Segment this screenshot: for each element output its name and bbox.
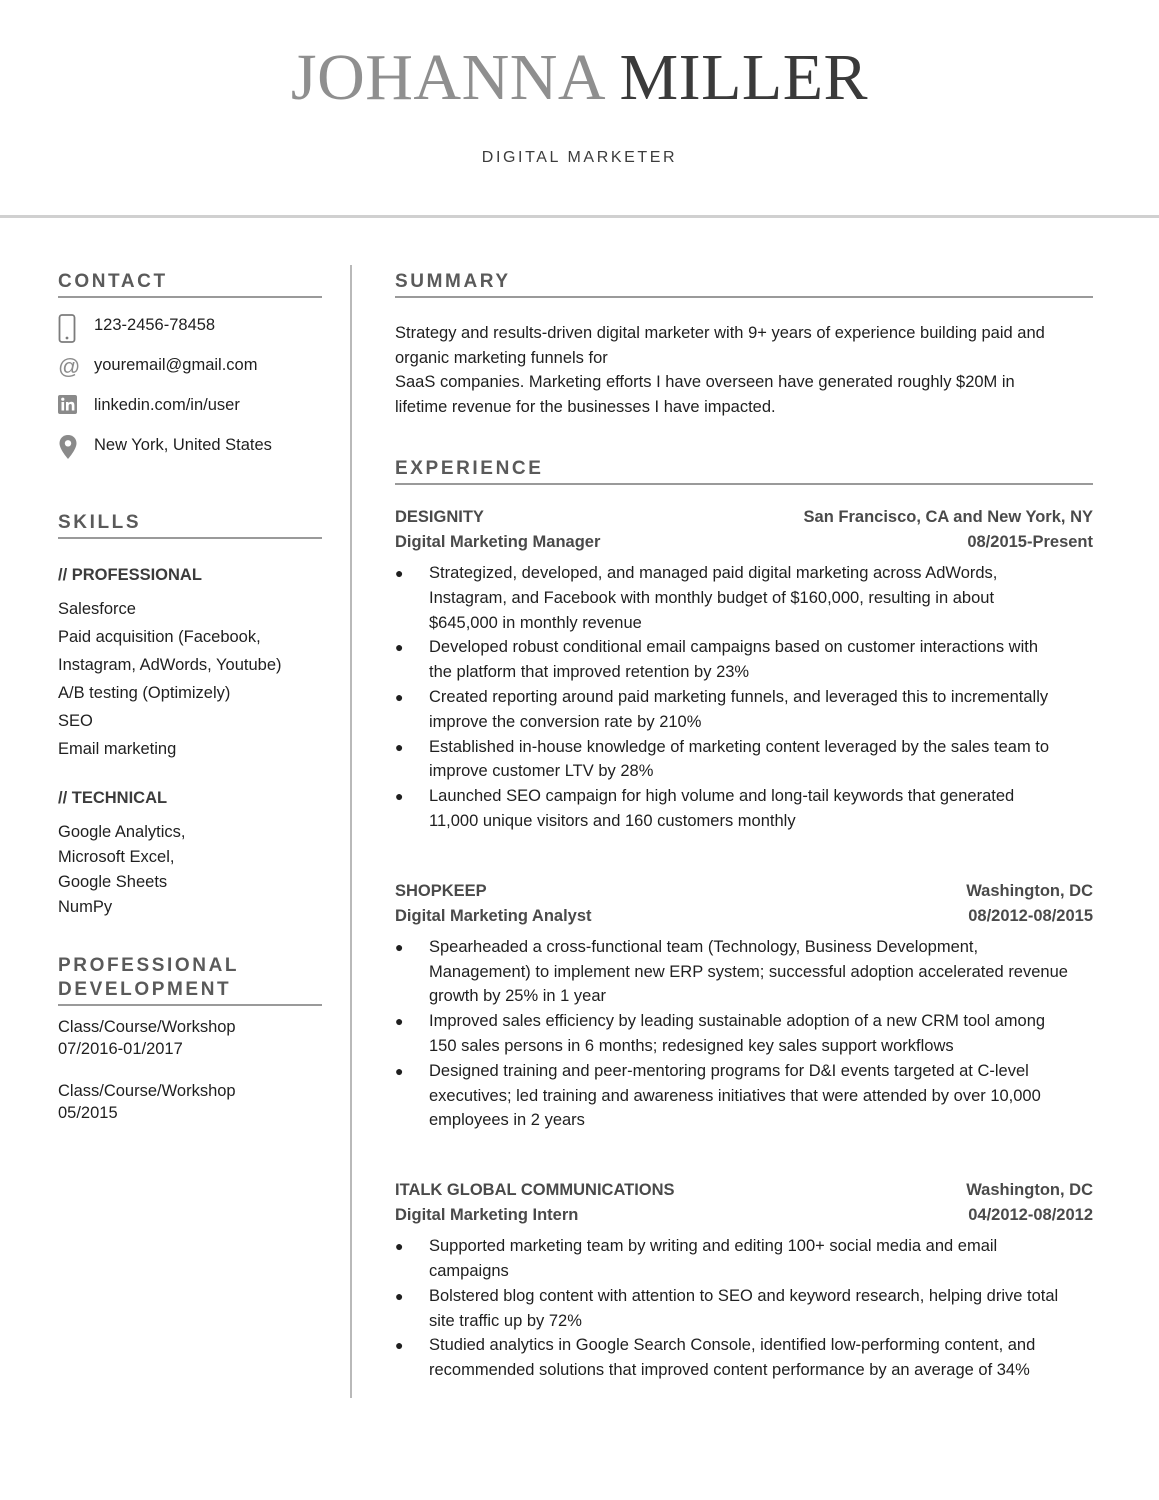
professional-development-section [58, 954, 322, 1124]
professional-skills-heading: // PROFESSIONAL [58, 566, 202, 584]
bullet-item: ● Developed robust conditional email campaigns based on customer interactions with the platform that improved retention by 23% [395, 638, 1039, 682]
skill-item: Google Analytics, [58, 823, 186, 841]
experience-section [395, 457, 1093, 1383]
contact-location [58, 434, 322, 474]
skill-item: Email marketing [58, 740, 177, 758]
job-entry [395, 1178, 1093, 1383]
job-location: Washington, DC [966, 1181, 1093, 1200]
phone-icon [58, 314, 94, 349]
contact-heading: CONTACT [58, 270, 322, 298]
bullet-item: ● Spearheaded a cross-functional team (Technology, Business Development, Management) to implement new ERP system; successful adoption accelerated revenue growth by 25% in 1 year [395, 937, 1068, 1006]
skill-item: Google Sheets [58, 873, 168, 891]
skills-heading: SKILLS [58, 511, 322, 539]
phone-number: 123-2456-78458 [94, 316, 216, 334]
bullet-item: ● Strategized, developed, and managed paid digital marketing across AdWords, Instagram, and Facebook with monthly budget of $160,000, resulting in about $645,000 in monthly revenue [395, 564, 998, 632]
candidate-name [0, 38, 1159, 118]
last-name: MILLER [619, 41, 869, 114]
location-text: New York, United States [94, 436, 272, 454]
first-name: JOHANNA [290, 41, 603, 114]
email-address[interactable]: youremail@gmail.com [94, 356, 258, 374]
experience-heading: EXPERIENCE [395, 457, 1093, 485]
technical-skills-list [58, 820, 322, 920]
company-name: DESIGNITY [395, 508, 484, 526]
pd-course-date: 05/2015 [58, 1104, 118, 1122]
skill-item: Paid acquisition (Facebook, [58, 628, 261, 646]
job-dates: 04/2012-08/2012 [968, 1206, 1093, 1225]
location-pin-icon [58, 434, 94, 465]
bullet-item: ● Bolstered blog content with attention to SEO and keyword research, helping drive total site traffic up by 72% [395, 1286, 1059, 1330]
skill-item: NumPy [58, 898, 113, 916]
contact-email [58, 354, 322, 394]
bullet-item: ● Created reporting around paid marketing funnels, and leveraged this to incrementally improve the conversion rate by 210% [395, 687, 1049, 731]
company-name: ITALK GLOBAL COMMUNICATIONS [395, 1181, 675, 1200]
linkedin-url[interactable]: linkedin.com/in/user [94, 396, 240, 414]
job-entry [395, 505, 1093, 834]
contact-linkedin [58, 394, 322, 434]
pd-item [58, 1016, 322, 1060]
skill-item: Instagram, AdWords, Youtube) [58, 656, 282, 674]
header-divider [0, 215, 1159, 218]
bullet-item: ● Improved sales efficiency by leading sustainable adoption of a new CRM tool among 150 sales persons in 6 months; redesigned key sales support workflows [395, 1012, 1046, 1055]
pd-item [58, 1080, 322, 1124]
bullet-item: ● Supported marketing team by writing and editing 100+ social media and email campaigns [395, 1237, 998, 1280]
linkedin-icon [58, 394, 94, 419]
pd-course-name: Class/Course/Workshop [58, 1082, 236, 1100]
skill-item: Salesforce [58, 600, 136, 618]
resume-header [0, 0, 1159, 216]
job-dates: 08/2012-08/2015 [968, 906, 1093, 925]
summary-text: Strategy and results-driven digital marketer with 9+ years of experience building paid and organic marketing funnels for SaaS companies. Marketing efforts I have overseen have generated roughly $20M in lifetime revenue for the businesses I have impacted. [395, 324, 1045, 416]
bullet-item: ● Studied analytics in Google Search Console, identified low-performing content, and recommended solutions that improved content performance by an average of 34% [395, 1336, 1036, 1380]
job-title: DIGITAL MARKETER [481, 149, 678, 166]
job-location: Washington, DC [966, 881, 1093, 900]
job-role: Digital Marketing Analyst [395, 906, 592, 925]
bullet-item: ● Designed training and peer-mentoring programs for D&I events targeted at C-level executives; led training and awareness initiatives that were attended by over 10,000 employees in 2 years [395, 1061, 1041, 1130]
summary-section [395, 270, 1093, 419]
at-icon: @ [58, 354, 81, 379]
job-bullets [395, 935, 1093, 1133]
job-bullets [395, 1234, 1093, 1383]
contact-section [58, 270, 322, 474]
skill-item: A/B testing (Optimizely) [58, 684, 231, 702]
company-name: SHOPKEEP [395, 881, 487, 900]
pd-course-date: 07/2016-01/2017 [58, 1040, 183, 1058]
technical-skills-heading: // TECHNICAL [58, 789, 168, 807]
job-role: Digital Marketing Intern [395, 1206, 579, 1225]
professional-development-heading: PROFESSIONAL DEVELOPMENT [58, 954, 322, 1006]
contact-phone [58, 314, 322, 354]
skills-section [58, 511, 322, 920]
summary-heading: SUMMARY [395, 270, 1093, 298]
bullet-item: ● Established in-house knowledge of marketing content leveraged by the sales team to improve customer LTV by 28% [395, 737, 1050, 781]
job-location: San Francisco, CA and New York, NY [803, 508, 1093, 526]
contact-list [58, 314, 322, 474]
skill-item: Microsoft Excel, [58, 848, 175, 866]
job-entry [395, 879, 1093, 1133]
pd-course-name: Class/Course/Workshop [58, 1018, 236, 1036]
job-role: Digital Marketing Manager [395, 533, 601, 551]
professional-skills-list [58, 595, 322, 763]
skill-item: SEO [58, 712, 93, 730]
right-column [395, 270, 1093, 1383]
job-bullets [395, 561, 1093, 834]
left-column [58, 270, 322, 1124]
bullet-item: ● Launched SEO campaign for high volume and long-tail keywords that generated 11,000 unique visitors and 160 customers monthly [395, 787, 1015, 830]
job-dates: 08/2015-Present [967, 533, 1093, 551]
column-divider [350, 265, 352, 1398]
